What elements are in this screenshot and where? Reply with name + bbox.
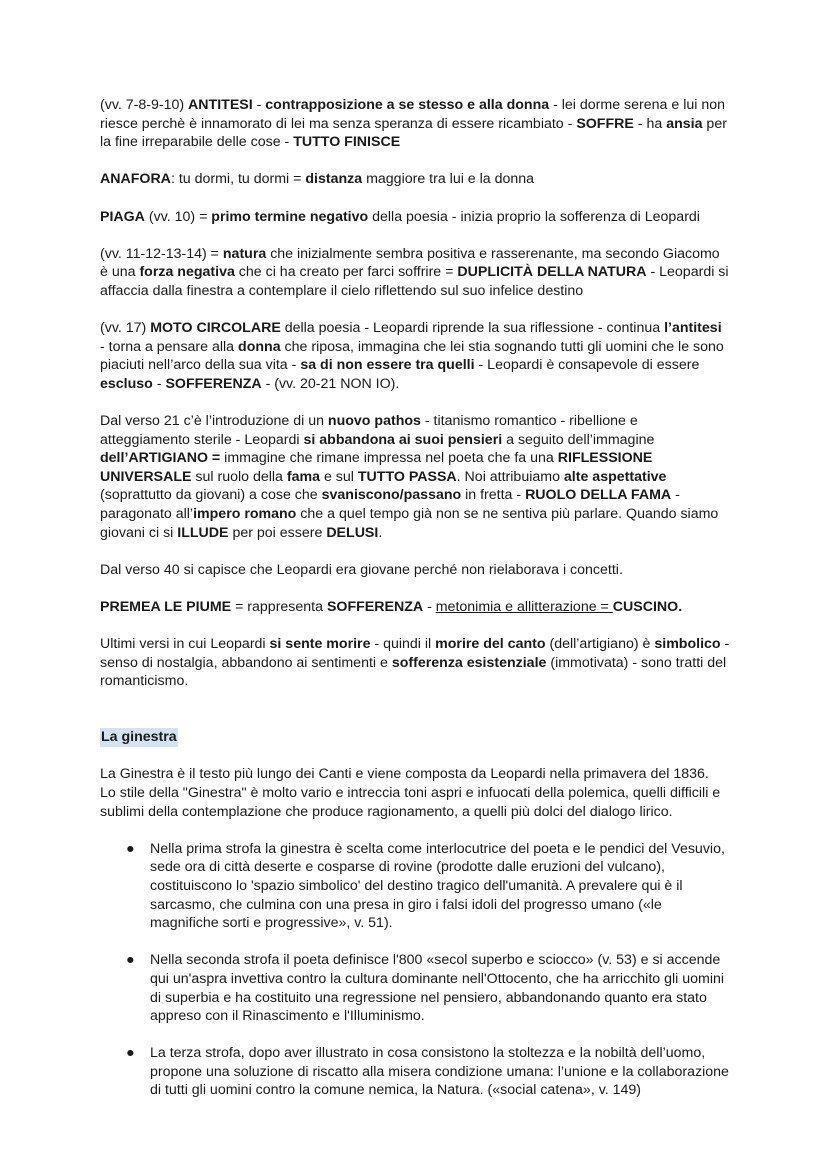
text: -: [423, 599, 436, 616]
underlined-text: metonimia e allitterazione =: [435, 599, 613, 616]
bold-text: sa di non essere tra quelli: [300, 357, 475, 374]
bold-text: ansia: [666, 115, 703, 132]
text: (vv. 10) =: [144, 208, 212, 225]
note-paragraph: [100, 245, 730, 301]
intro-paragraph: [100, 765, 730, 821]
text: - (vv. 20-21 NON IO).: [261, 375, 400, 392]
bold-text: donna: [238, 338, 281, 355]
text: della poesia - inizia proprio la sofferenza di Leopardi: [368, 208, 700, 225]
bold-text: ANAFORA: [100, 171, 171, 188]
text: (vv. 17): [100, 320, 151, 337]
text: - Leopardi è consapevole di essere: [474, 357, 700, 374]
bold-text: distanza: [305, 171, 363, 188]
bold-text: dell’ARTIGIANO =: [100, 450, 221, 467]
text: - Leopardi si affaccia dalla finestra a contemplare il cielo riflettendo sul suo infelice destino: [100, 264, 729, 299]
bullet-icon: ●: [126, 1045, 135, 1062]
bold-text: contrapposizione a se stesso e alla donna: [265, 97, 550, 113]
bold-text: SOFFERENZA: [326, 599, 424, 616]
list-item-text: La terza strofa, dopo aver illustrato in cosa consistono la stoltezza e la nobiltà dell’uomo, propone una soluzione di riscatto alla misera condizione umana: l’unione e la collaborazione di tutti gli uomini contro la comune nemica, la Natura. («social catena», v. 149): [150, 1045, 729, 1099]
bullet-icon: ●: [126, 840, 135, 857]
note-paragraph: [100, 208, 730, 227]
text: (soprattutto da giovani) a cose che: [100, 487, 322, 504]
text: che ci ha creato per farci soffrire =: [234, 264, 458, 281]
bold-text: TUTTO FINISCE: [293, 134, 401, 151]
list-item: [126, 951, 730, 1025]
text: - titanismo romantico - ribellione e atteggiamento sterile - Leopardi: [100, 413, 638, 448]
text: in fretta -: [461, 487, 526, 504]
bold-text: simbolico: [654, 636, 721, 653]
text: (dell’artigiano) è: [545, 636, 655, 653]
bold-text: fama: [286, 468, 321, 485]
bold-text: MOTO CIRCOLARE: [150, 320, 281, 337]
text: per la fine irreparabile delle cose -: [100, 115, 727, 151]
text: per poi essere: [228, 524, 327, 541]
list-item: [126, 1044, 730, 1100]
bold-text: impero romano: [193, 506, 297, 523]
text: - senso di nostalgia, abbandono ai sentimenti e: [100, 636, 730, 671]
note-paragraph: [100, 561, 730, 580]
text: della poesia - Leopardi riprende la sua riflessione - continua: [280, 320, 665, 337]
note-paragraph: [100, 319, 730, 393]
text: : tu dormi, tu dormi =: [170, 171, 306, 188]
text: - quindi il: [370, 636, 436, 653]
bold-text: natura: [222, 245, 267, 262]
list-item-text: Nella seconda strofa il poeta definisce l'800 «secol superbo e sciocco» (v. 53) e si accende qui un'aspra invettiva contro la cultura dominante nell'Ottocento, che ha arricchito gli uomini di superbia e ha costituito una regressione nel pensiero, abbandonando quanto era stato appreso con il Rinascimento e l'Illuminismo.: [150, 952, 725, 1025]
bold-text: morire del canto: [435, 636, 546, 653]
bold-text: ANTITESI: [188, 97, 253, 113]
bold-text: ILLUDE: [177, 524, 229, 541]
text: immagine che rimane impressa nel poeta che fa una: [220, 450, 558, 467]
bold-text: RUOLO DELLA FAMA: [525, 487, 672, 504]
notes-paragraphs: [100, 96, 730, 691]
bold-text: nuovo pathos: [327, 413, 421, 430]
bold-text: RIFLESSIONE UNIVERSALE: [100, 450, 653, 485]
list-item-text: Nella prima strofa la ginestra è scelta come interlocutrice del poeta e le pendici del Vesuvio, sede ora di città deserte e cosparse di rovine (prodotte dalle eruzioni del vulcano), costituiscono lo 'spazio simbolico' del destino tragico dell'umanità. A prevalere qui è il sarcasmo, che culmina con una presa in giro i falsi idoli del progresso umano («le magnifiche sorti e progressive», v. 51).: [150, 840, 725, 932]
text: a seguito dell’immagine: [502, 431, 655, 448]
text: (vv. 11-12-13-14) =: [100, 245, 223, 262]
list-item: [126, 840, 730, 933]
section-heading: La ginestra: [101, 729, 177, 746]
text: - torna a pensare alla: [100, 338, 239, 355]
bold-text: DELUSI: [326, 524, 379, 541]
text: .: [378, 524, 383, 541]
document-page: [100, 96, 730, 1119]
bold-text: escluso: [100, 375, 153, 392]
text: - ha: [633, 115, 667, 132]
bold-text: svaniscono/passano: [321, 487, 462, 504]
text: che a quel tempo già non se ne sentiva più parlare. Quando siamo giovani ci si: [100, 506, 719, 541]
text: che inizialmente sembra positiva e rasserenante, ma secondo Giacomo è una: [100, 245, 720, 281]
bold-text: primo termine negativo: [211, 208, 369, 225]
text: Dal verso 40 si capisce che Leopardi era giovane perché non rielaborava i concetti.: [100, 561, 623, 578]
text: che riposa, immagina che lei stia sognando tutti gli uomini che le sono piaciuti nell’arco della sua vita -: [100, 338, 724, 374]
bold-text: si sente morire: [269, 636, 371, 653]
bold-text: SOFFRE: [576, 115, 634, 132]
bold-text: l’antitesi: [664, 320, 722, 337]
note-paragraph: [100, 170, 730, 189]
note-paragraph: [100, 412, 730, 542]
note-paragraph: [100, 635, 730, 691]
text: - paragonato all’: [100, 487, 680, 523]
bold-text: forza negativa: [139, 264, 235, 281]
intro-line: La Ginestra è il testo più lungo dei Canti e viene composta da Leopardi nella primavera del 1836.: [100, 766, 709, 783]
text: Dal verso 21 c’è l’introduzione di un: [100, 413, 328, 430]
text: . Noi attribuiamo: [456, 468, 564, 485]
section-spacer: [100, 710, 730, 729]
text: (vv. 7-8-9-10): [100, 97, 189, 113]
strofe-list: [100, 840, 730, 1100]
bold-text: TUTTO PASSA: [357, 468, 457, 485]
bold-text: si abbandona ai suoi pensieri: [303, 431, 503, 448]
text: maggiore tra lui e la donna: [362, 171, 535, 188]
bold-text: sofferenza esistenziale: [391, 654, 547, 671]
text: Ultimi versi in cui Leopardi: [100, 636, 270, 653]
intro-line: Lo stile della "Ginestra" è molto vario e intreccia toni aspri e infuocati della polemica, quelli difficili e sublimi della contemplazione che produce ragionamento, a quelli più dolci del dialogo lirico.: [100, 784, 721, 820]
text: e sul: [320, 468, 358, 485]
text: sul ruolo della: [191, 468, 287, 485]
text: (immotivata) - sono tratti del romanticismo.: [100, 654, 727, 690]
bold-text: alte aspettative: [563, 468, 667, 485]
text: = rappresenta: [231, 599, 327, 616]
text: -: [252, 97, 266, 113]
text: - lei dorme serena e lui non riesce perchè è innamorato di lei ma senza speranza di essere ricambiato -: [100, 97, 726, 132]
bold-text: DUPLICITÀ DELLA NATURA: [457, 264, 647, 281]
bold-text: PIAGA: [100, 208, 145, 225]
text: -: [152, 375, 166, 392]
note-paragraph: [100, 96, 730, 152]
section-heading-wrap: [100, 728, 730, 747]
bullet-icon: ●: [126, 952, 135, 969]
bold-text: PREMEA LE PIUME: [100, 599, 232, 616]
note-paragraph: [100, 598, 730, 617]
bold-text: CUSCINO.: [612, 599, 683, 616]
bold-text: SOFFERENZA: [165, 375, 262, 392]
